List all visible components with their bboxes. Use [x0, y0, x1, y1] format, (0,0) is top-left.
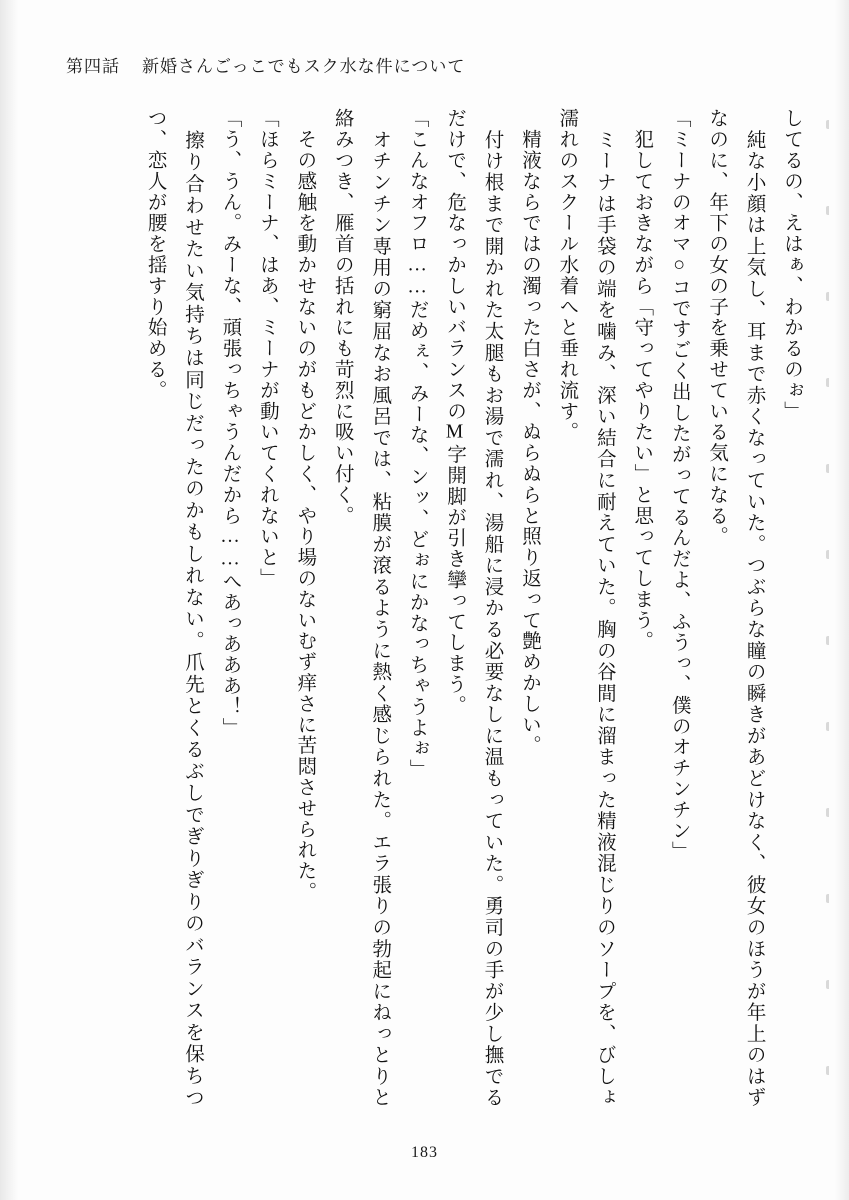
paragraph: その感触を動かせないのがもどかしく、やり場のないむず痒さに苦悶させられた。 — [294, 108, 316, 903]
paper-speck — [826, 120, 831, 129]
paper-speck — [826, 808, 831, 817]
paragraph: 擦り合わせたい気持ちは同じだったのかもしれない。爪先とくるぶしでぎりぎりのバランスを保ちつつ、恋人が腰を揺すり始める。 — [144, 108, 203, 1108]
paper-speck — [826, 292, 831, 301]
paragraph: 精液ならではの濁った白さが、ぬらぬらと照り返って艶めかしい。 — [518, 108, 540, 756]
paper-speck — [826, 722, 831, 731]
paper-speck — [826, 894, 831, 903]
paragraph: 「ほらミーナ、はあ、ミーナが動いてくれないと」 — [256, 108, 278, 589]
paragraph: 「う、うん。みーな、頑張っちゃうんだから……へあっあああ！」 — [219, 108, 241, 738]
paragraph: 「ミーナのオマ○コですごく出したがってるんだよ、ふうっ、僕のオチンチン」 — [668, 108, 690, 862]
paper-speck — [826, 206, 831, 215]
paper-speck — [826, 464, 831, 473]
page-body-text — [50, 108, 810, 1108]
paragraph: してるの、えはぁ、わかるのぉ」 — [781, 108, 802, 422]
paper-speck — [826, 378, 831, 387]
page-number: 183 — [411, 1144, 438, 1161]
page-header — [66, 52, 465, 77]
paragraph: ミーナは手袋の端を噛み、深い結合に耐えていた。胸の谷間に溜まった精液混じりのソープを、びしょ濡れのスクール水着へと垂れ流す。 — [556, 108, 615, 1108]
paper-speck — [826, 636, 831, 645]
paragraph: 付け根まで開かれた太腿もお湯で濡れ、湯船に浸かる必要なしに温もっていた。勇司の手が少し撫でるだけで、危なっかしいバランスのM字開脚が引き攣ってしまう。 — [444, 108, 503, 1108]
chapter-title: 新婚さんごっこでもスク水な件について — [142, 57, 466, 76]
chapter-number: 第四話 — [66, 57, 120, 76]
paragraph: 犯しておきながら「守ってやりたい」と思ってしまう。 — [631, 108, 653, 652]
paper-speck — [826, 550, 831, 559]
paragraph: 「こんなオフロ……だめぇ、みーな、ンッ、どぉにかなっちゃうよぉ」 — [406, 108, 428, 780]
paper-speck — [826, 1066, 831, 1075]
paper-speck — [826, 980, 831, 989]
paragraph: オチンチン専用の窮屈なお風呂では、粘膜が滾るように熱く感じられた。エラ張りの勃起にねっとりと絡みつき、雁首の括れにも苛烈に吸い付く。 — [331, 108, 391, 1108]
paragraph: 純な小顔は上気し、耳まで赤くなっていた。つぶらな瞳の瞬きがあどけなく、彼女のほうが年上のはずなのに、年下の女の子を乗せている気になる。 — [706, 108, 765, 1108]
